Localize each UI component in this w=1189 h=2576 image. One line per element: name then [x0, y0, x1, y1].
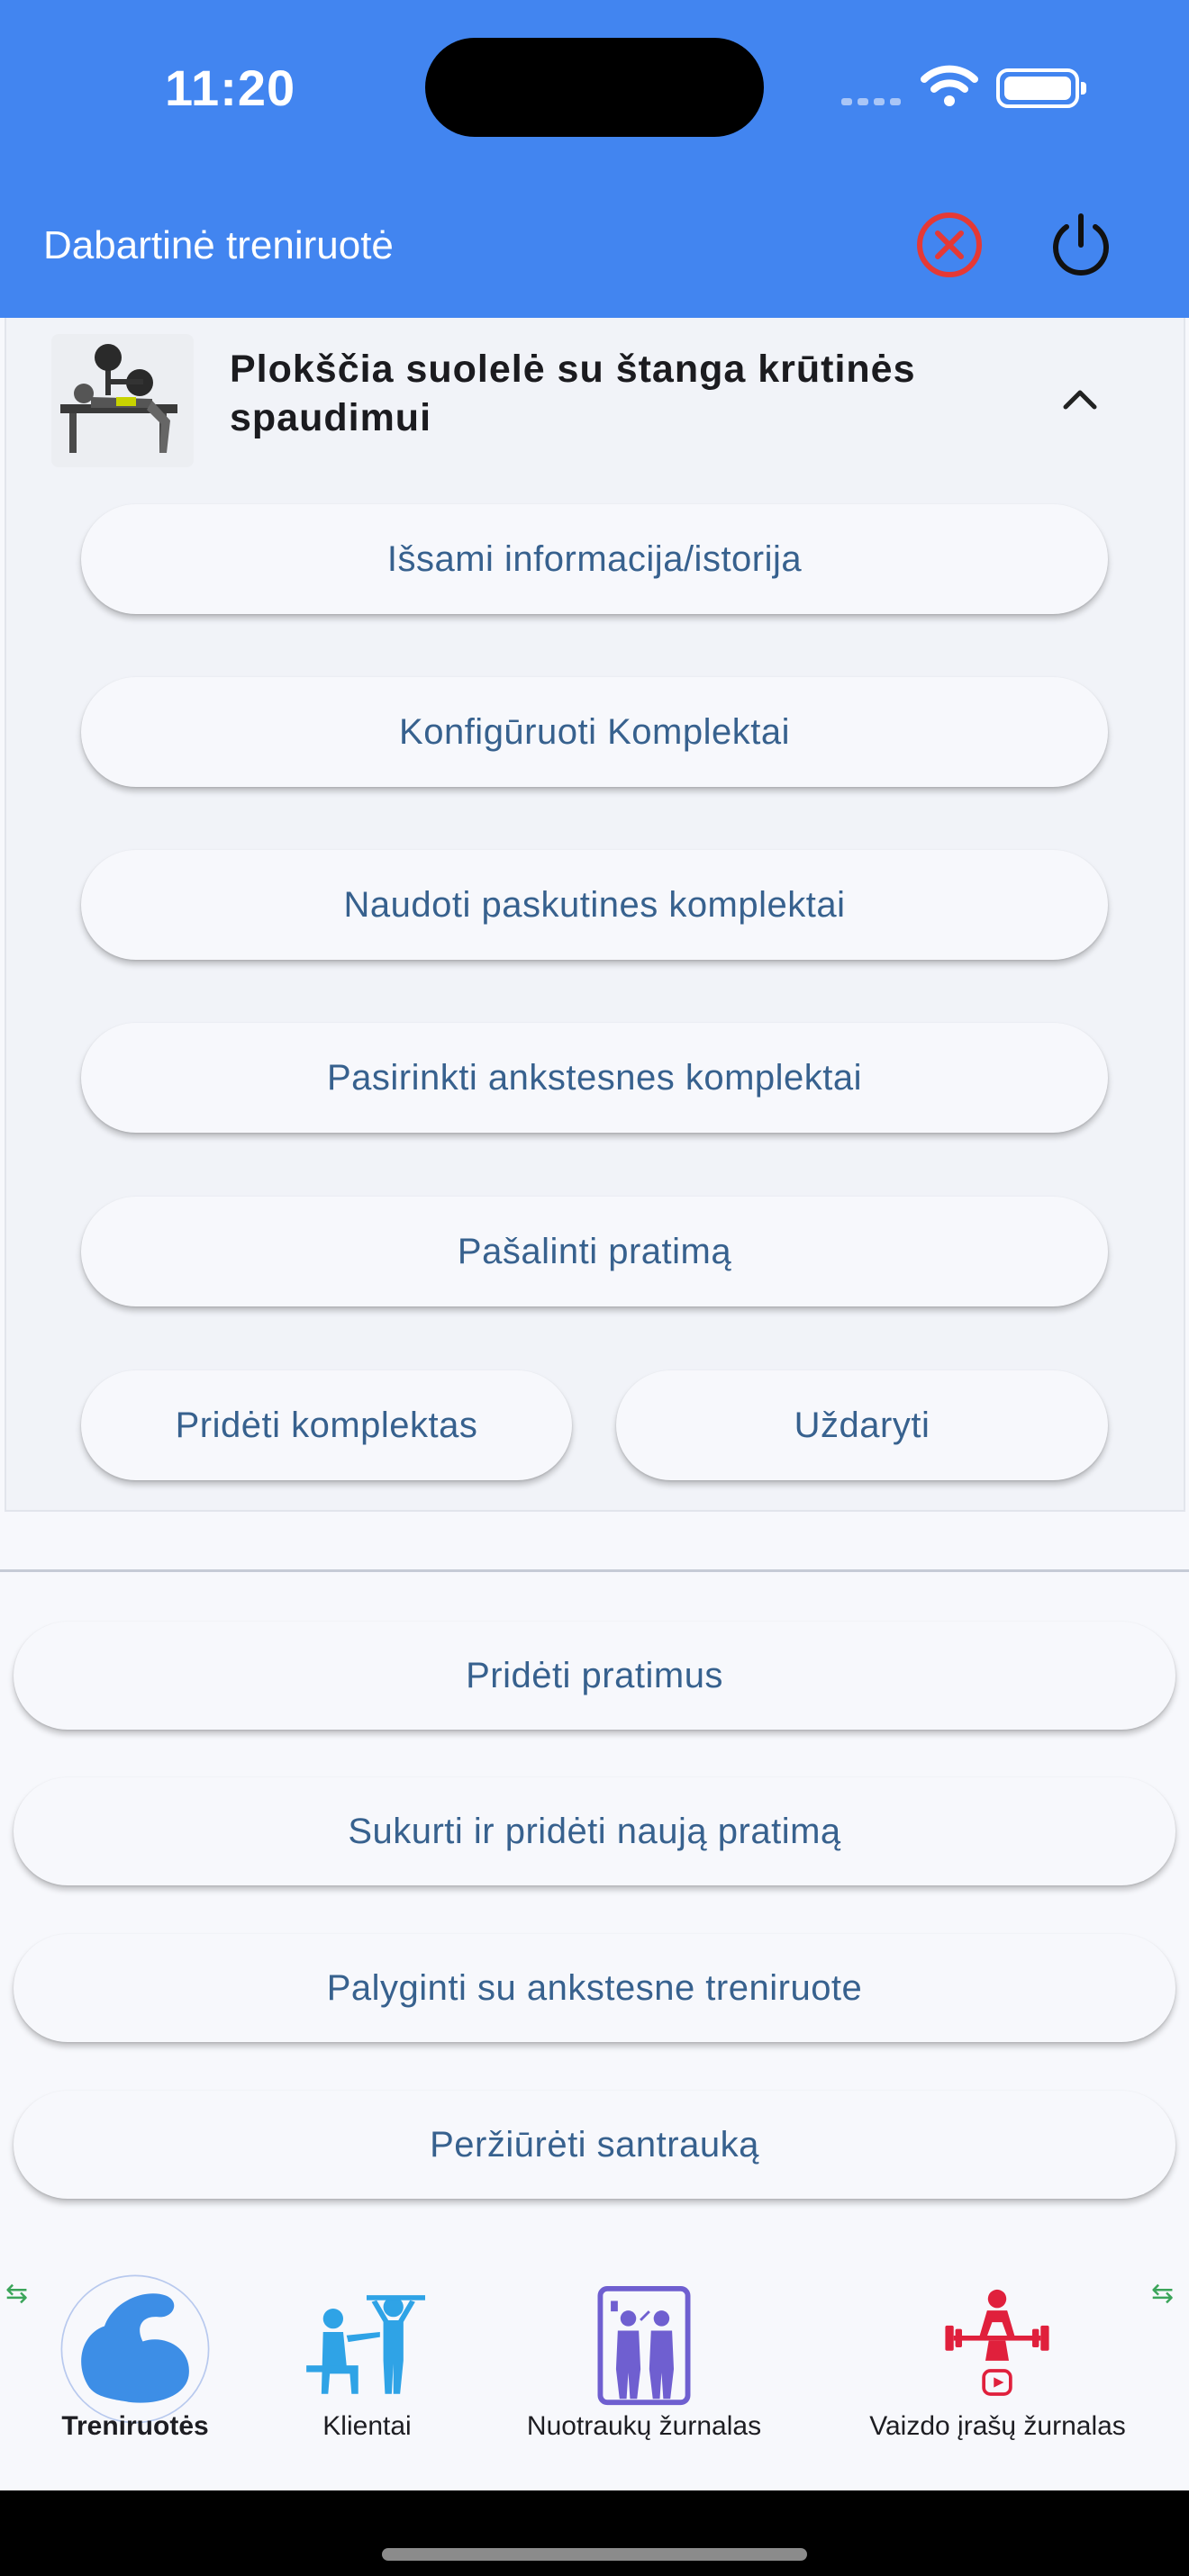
app-header [0, 0, 1189, 318]
section-divider [0, 1569, 1189, 1572]
flexed-arm-icon [54, 2273, 216, 2426]
create-add-exercise-button[interactable]: Sukurti ir pridėti naują pratimą [14, 1777, 1175, 1885]
bottom-navigation [0, 2249, 1189, 2490]
nav-label-workouts: Treniruotės [61, 2411, 209, 2441]
dynamic-island [425, 38, 764, 137]
nav-label-photo-log: Nuotraukų žurnalas [526, 2411, 762, 2441]
bench-press-figure-icon [51, 334, 194, 467]
choose-previous-sets-button[interactable]: Pasirinkti ankstesnes komplektai [81, 1023, 1108, 1133]
mirror-photo-icon [590, 2285, 698, 2408]
nav-tab-video-log[interactable] [851, 2249, 1144, 2490]
trainer-client-icon [295, 2285, 439, 2402]
remove-exercise-button[interactable]: Pašalinti pratimą [81, 1197, 1108, 1306]
add-set-button[interactable]: Pridėti komplektas [81, 1370, 572, 1480]
nav-tab-photo-log[interactable] [504, 2249, 784, 2490]
scroll-right-arrows-icon[interactable]: ⇆ [1151, 2279, 1175, 2309]
nav-tab-workouts[interactable] [36, 2249, 234, 2490]
compare-previous-button[interactable]: Palyginti su ankstesne treniruote [14, 1934, 1175, 2042]
chevron-up-icon[interactable] [1060, 385, 1100, 412]
status-time: 11:20 [165, 59, 296, 116]
configure-sets-button[interactable]: Konfigūruoti Komplektai [81, 677, 1108, 787]
page-title: Dabartinė treniruotė [43, 223, 394, 267]
power-icon[interactable] [1045, 209, 1117, 281]
nav-label-clients: Klientai [322, 2411, 412, 2441]
exercise-title: Plokščia suolelė su štanga krūtinės spaudimui [230, 348, 916, 439]
battery-icon [996, 68, 1079, 108]
weightlifter-video-icon [934, 2289, 1060, 2406]
exercise-thumbnail [51, 334, 194, 467]
use-last-sets-button[interactable]: Naudoti paskutines komplektai [81, 850, 1108, 960]
nav-tab-clients[interactable] [288, 2249, 446, 2490]
scroll-left-arrows-icon[interactable]: ⇆ [5, 2279, 29, 2309]
wifi-icon [921, 65, 978, 108]
close-card-button[interactable]: Uždaryti [616, 1370, 1108, 1480]
close-circle-icon[interactable] [913, 209, 985, 281]
home-indicator-area [0, 2490, 1189, 2576]
cellular-signal-icon [841, 94, 906, 110]
nav-label-video-log: Vaizdo įrašų žurnalas [869, 2411, 1126, 2441]
add-exercises-button[interactable]: Pridėti pratimus [14, 1622, 1175, 1730]
details-history-button[interactable]: Išsami informacija/istorija [81, 504, 1108, 614]
view-summary-button[interactable]: Peržiūrėti santrauką [14, 2091, 1175, 2199]
home-indicator[interactable] [382, 2548, 807, 2561]
